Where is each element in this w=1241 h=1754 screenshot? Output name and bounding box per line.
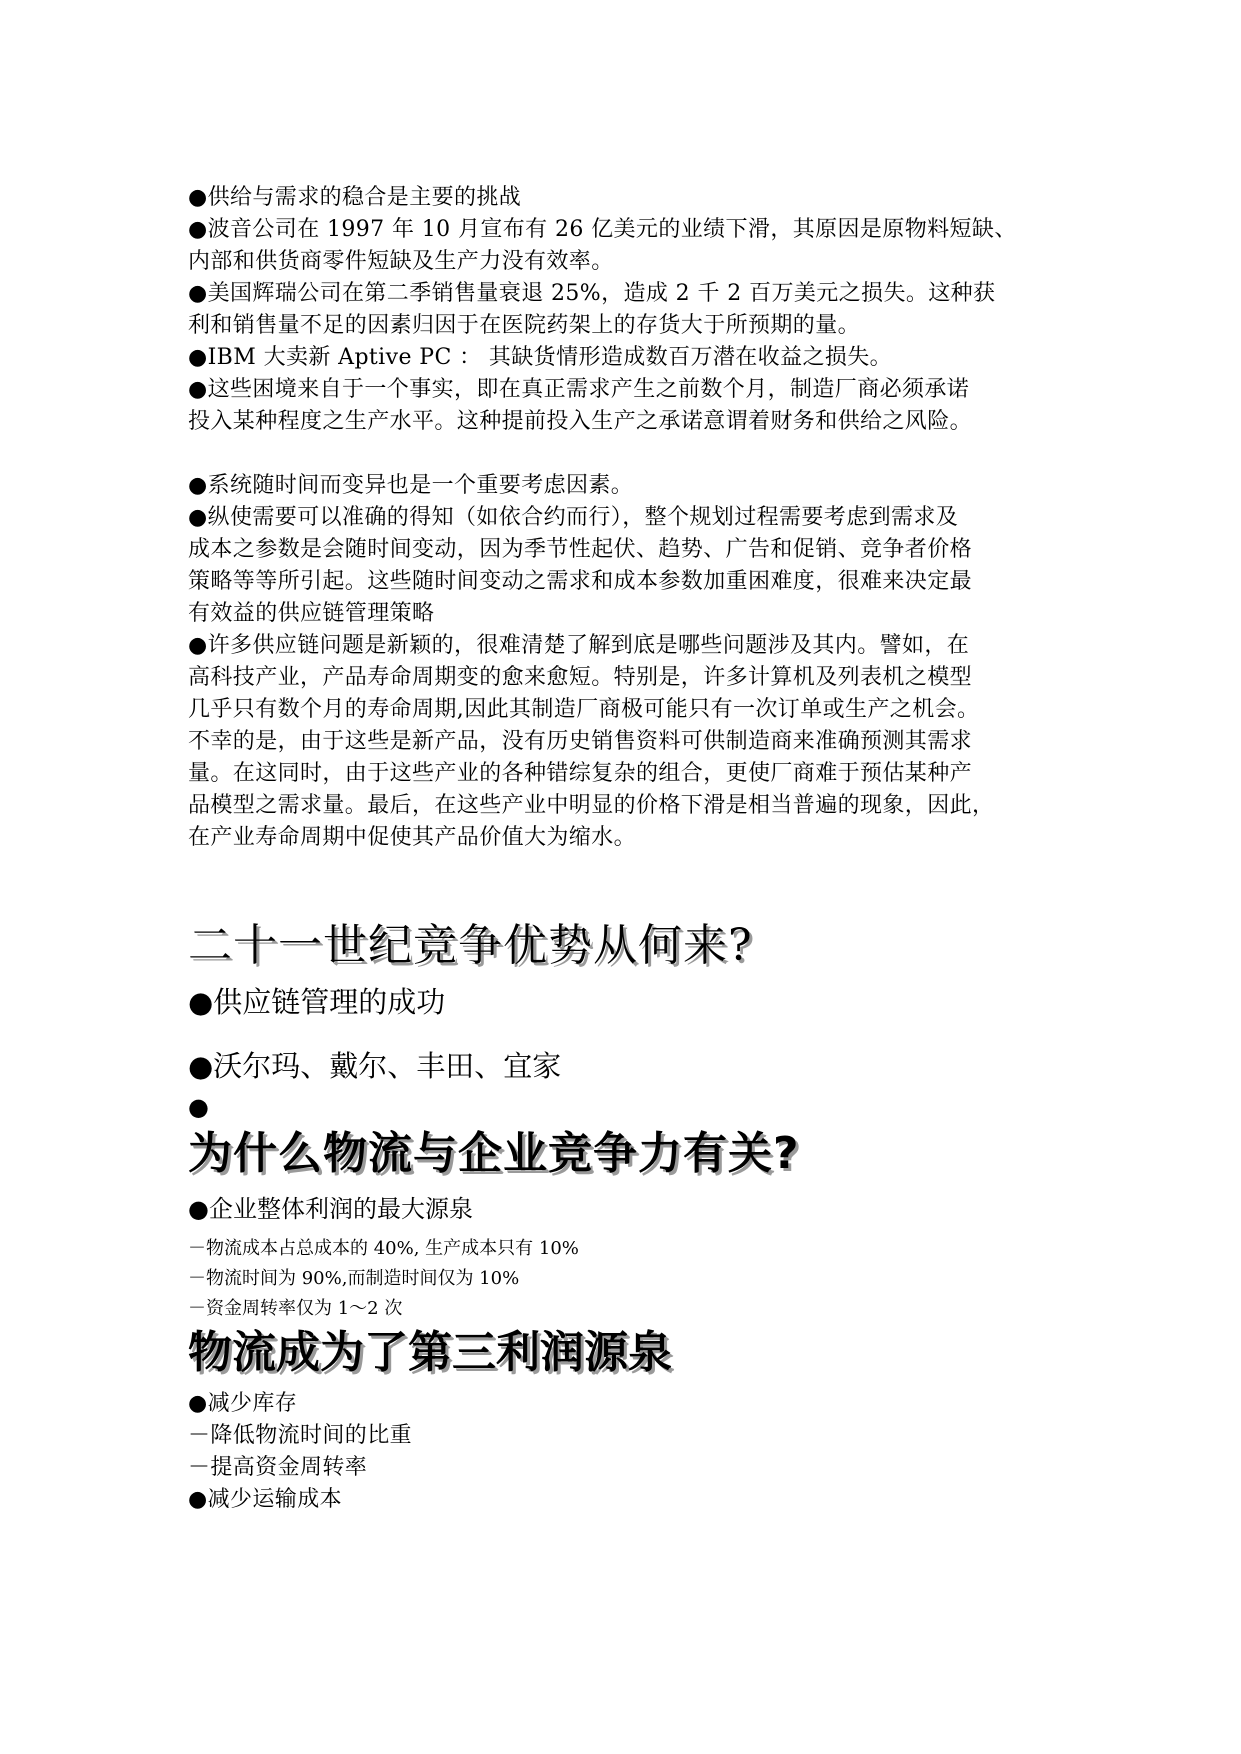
dash-item: －资金周转率仅为 1～2 次: [188, 1298, 403, 1319]
text-line: 高科技产业，产品寿命周期变的愈来愈短。特别是，许多计算机及列表机之模型: [188, 665, 973, 690]
text-line: 在产业寿命周期中促使其产品价值大为缩水。: [188, 825, 637, 850]
section-time-variation: [188, 470, 1068, 854]
dash-item: －提高资金周转率: [188, 1455, 368, 1480]
section-heading: 二十一世纪竞争优势从何来?: [188, 920, 753, 971]
text-line: 策略等等所引起。这些随时间变动之需求和成本参数加重困难度，很难来决定最: [188, 569, 973, 594]
bullet-item: ●企业整体利润的最大源泉: [188, 1195, 473, 1223]
dash-item: －物流成本占总成本的 40%, 生产成本只有 10%: [188, 1238, 579, 1259]
text-line: ●许多供应链问题是新颖的，很难清楚了解到底是哪些问题涉及其内。譬如，在: [188, 633, 970, 658]
bullet-item: ●: [188, 1093, 209, 1121]
text-line: ●波音公司在 1997 年 10 月宣布有 26 亿美元的业绩下滑，其原因是原物料短缺、: [188, 217, 1017, 242]
text-line: ●系统随时间而变异也是一个重要考虑因素。: [188, 473, 634, 498]
section-heading: 为什么物流与企业竞争力有关?: [188, 1128, 800, 1179]
text-line: 利和销售量不足的因素归因于在医院药架上的存货大于所预期的量。: [188, 313, 861, 338]
text-line: ●这些困境来自于一个事实，即在真正需求产生之前数个月，制造厂商必须承诺: [188, 377, 970, 402]
text-line: 成本之参数是会随时间变动，因为季节性起伏、趋势、广告和促销、竞争者价格: [188, 537, 973, 562]
section-supply-demand: [188, 182, 1068, 438]
spacer: [188, 854, 1068, 916]
dash-item: －降低物流时间的比重: [188, 1423, 413, 1448]
document-page: [188, 182, 1068, 1516]
section-logistics-competitiveness: [188, 1124, 1068, 1324]
text-line: 量。在这同时，由于这些产业的各种错综复杂的组合，更使厂商难于预估某种产: [188, 761, 973, 786]
bullet-item: ●供应链管理的成功: [188, 985, 446, 1019]
bullet-item: ●减少运输成本: [188, 1487, 342, 1512]
bullet-item: ●减少库存: [188, 1391, 298, 1416]
text-line: 内部和供货商零件短缺及生产力没有效率。: [188, 249, 614, 274]
text-line: 品模型之需求量。最后，在这些产业中明显的价格下滑是相当普遍的现象，因此，: [188, 793, 995, 818]
text-line: ●美国辉瑞公司在第二季销售量衰退 25%，造成 2 千 2 百万美元之损失。这种获: [188, 281, 996, 306]
spacer: [188, 438, 1068, 470]
dash-item: －物流时间为 90%,而制造时间仅为 10%: [188, 1268, 520, 1289]
section-heading: 物流成为了第三利润源泉: [188, 1327, 672, 1378]
text-line: 投入某种程度之生产水平。这种提前投入生产之承诺意谓着财务和供给之风险。: [188, 409, 973, 434]
text-line: ●纵使需要可以准确的得知（如依合约而行），整个规划过程需要考虑到需求及: [188, 505, 959, 530]
section-third-profit-source: [188, 1324, 1068, 1516]
text-line: 有效益的供应链管理策略: [188, 601, 435, 626]
text-line: 几乎只有数个月的寿命周期,因此其制造厂商极可能只有一次订单或生产之机会。: [188, 697, 980, 722]
text-line: 不幸的是，由于这些是新产品，没有历史销售资料可供制造商来准确预测其需求: [188, 729, 973, 754]
section-competitive-advantage: [188, 916, 1068, 1124]
bullet-item: ●沃尔玛、戴尔、丰田、宜家: [188, 1049, 562, 1083]
text-line: ●IBM 大卖新 Aptive PC ： 其缺货情形造成数百万潜在收益之损失。: [188, 345, 893, 370]
text-line: ●供给与需求的稳合是主要的挑战: [188, 185, 522, 210]
